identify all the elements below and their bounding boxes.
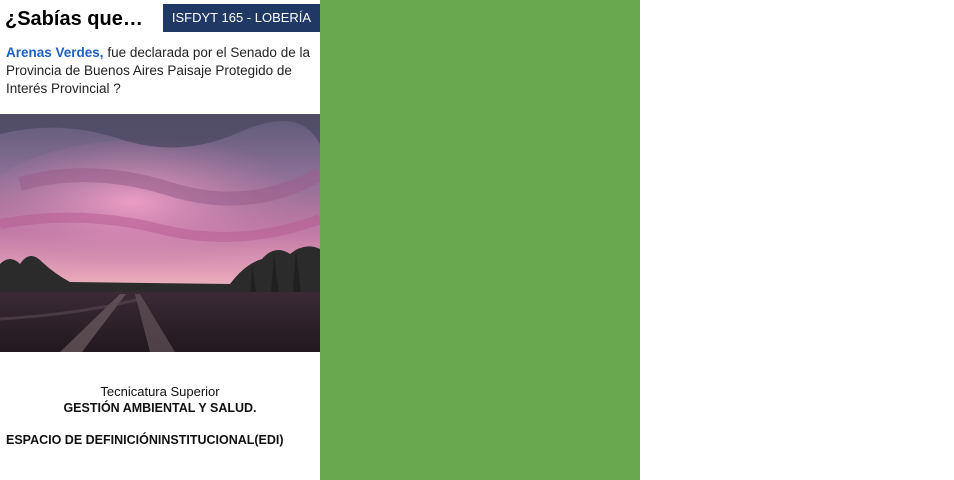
program-name: GESTIÓN AMBIENTAL Y SALUD. bbox=[63, 401, 257, 415]
question-text bbox=[6, 44, 314, 98]
question-rest: fue declarada por el Senado de la Provincia de Buenos Aires Paisaje Protegido de Interés Provincial ? bbox=[6, 45, 310, 96]
question-highlight: Arenas Verdes, bbox=[6, 45, 104, 60]
declaration-paragraph: El 30 de mayo de 2019 Arenas Verdes fue declarada Paisaje Protegido y Desarrollo Eco turístico de Interés Provincial, por Ley 15141 bbox=[648, 63, 954, 122]
reference-handle: @floraarenasverdes bbox=[648, 445, 773, 460]
institution-badge: ISFDYT 165 - LOBERÍA bbox=[163, 4, 320, 32]
reference-block bbox=[648, 420, 773, 464]
page-heading: ¿Sabías que… bbox=[5, 8, 143, 30]
right-panel bbox=[320, 0, 954, 480]
sunset-photo bbox=[0, 114, 320, 352]
footer-block bbox=[0, 383, 320, 449]
institutional-space: ESPACIO DE DEFINICIÓNINSTITUCIONAL(EDI) bbox=[6, 433, 284, 447]
objective-paragraph: Con el objeto de conservar y preservar su forestación y sus zonas adyacentes de playa y dunas, propiciando un desarrollo urbanístico y turístico sustentable, que permita disfrutar de un lugar tranquilo en contacto con la naturaleza. bbox=[648, 195, 954, 298]
program-label: Tecnicatura Superior bbox=[100, 384, 220, 399]
left-panel bbox=[0, 0, 320, 480]
reference-label: Referencia: bbox=[648, 423, 719, 438]
